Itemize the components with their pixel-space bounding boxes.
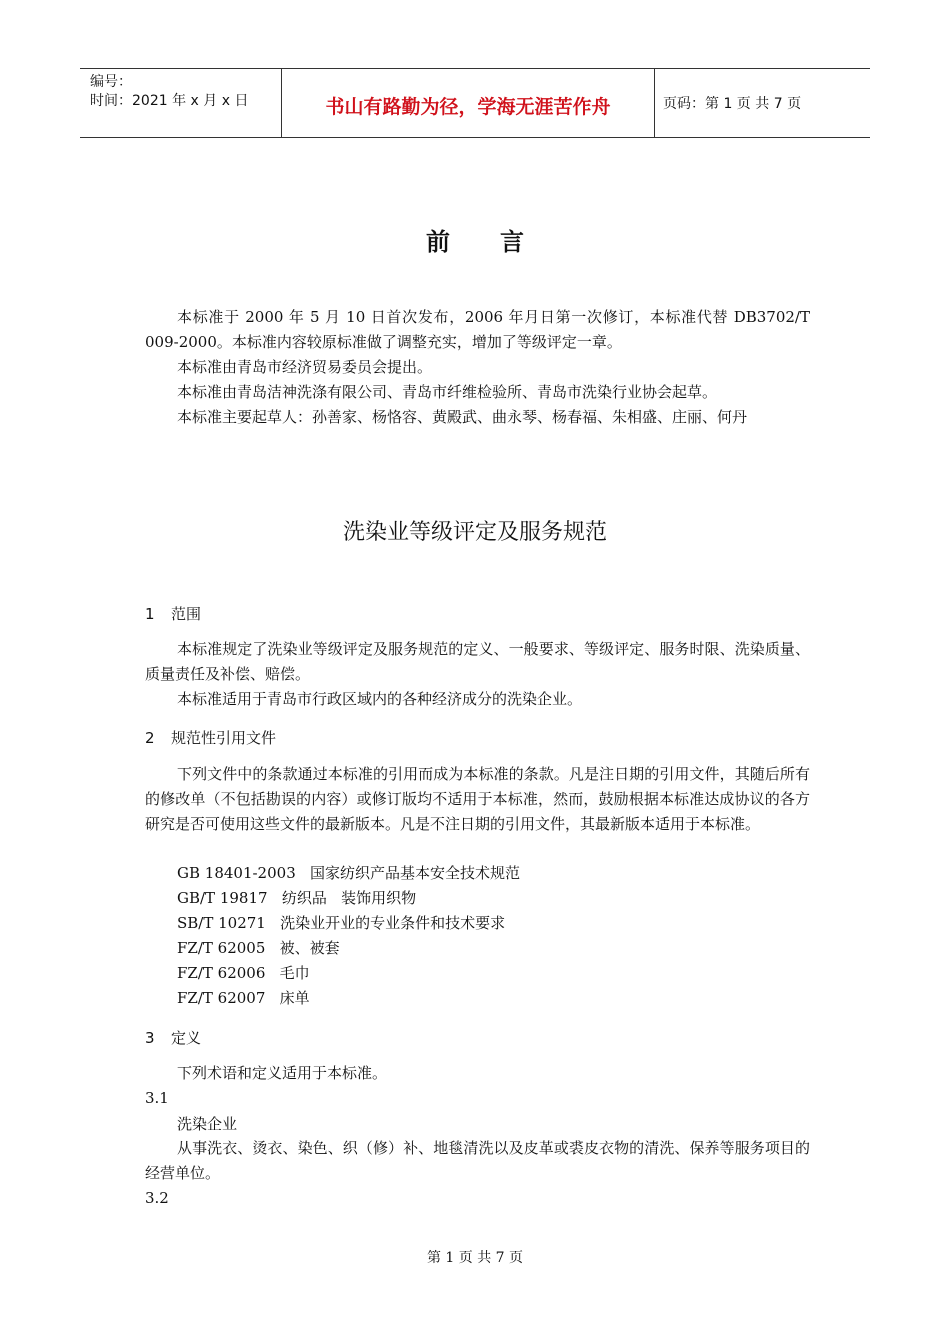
preface-paragraph: 本标准主要起草人：孙善家、杨恪容、黄殿武、曲永琴、杨春福、朱相盛、庄丽、何丹 <box>177 408 748 426</box>
section-number: 2 <box>145 729 155 747</box>
page-header <box>80 68 870 138</box>
reference-item: GB/T 19817 纺织品 装饰用织物 <box>177 889 417 907</box>
section-heading <box>145 1027 201 1048</box>
section-number: 1 <box>145 605 155 623</box>
time-label: 时间：2021 年 x 月 x 日 <box>90 93 249 109</box>
preface-paragraph: 本标准于 2000 年 5 月 10 日首次发布，2006 年月日第一次修订，本标准代替 DB3702/T 009-2000。本标准内容较原标准做了调整充实，增加了等级评定一章。 <box>145 308 810 351</box>
page-footer: 第 1 页 共 7 页 <box>426 1250 524 1266</box>
section-paragraph: 下列文件中的条款通过本标准的引用而成为本标准的条款。凡是注日期的引用文件，其随后所有的修改单（不包括勘误的内容）或修订版均不适用于本标准，然而，鼓励根据本标准达成协议的各方研究是否可使用这些文件的最新版本。凡是不注日期的引用文件，其最新版本适用于本标准。 <box>145 765 810 833</box>
reference-item: GB 18401-2003 国家纺织产品基本安全技术规范 <box>177 864 521 882</box>
preface-paragraph: 本标准由青岛市经济贸易委员会提出。 <box>177 358 433 376</box>
reference-item: FZ/T 62005 被、被套 <box>177 939 340 957</box>
reference-item: SB/T 10271 洗染业开业的专业条件和技术要求 <box>177 914 506 932</box>
clause-number: 3.1 <box>145 1089 169 1107</box>
header-left-cell <box>80 69 282 137</box>
document-title: 洗染业等级评定及服务规范 <box>342 520 607 545</box>
reference-item: FZ/T 62006 毛巾 <box>177 964 310 982</box>
number-label: 编号： <box>90 74 132 90</box>
section-heading <box>145 727 276 748</box>
motto: 书山有路勤为径，学海无涯苦作舟 <box>282 69 655 137</box>
section-paragraph: 本标准规定了洗染业等级评定及服务规范的定义、一般要求、等级评定、服务时限、洗染质量、质量责任及补偿、赔偿。 <box>145 640 810 683</box>
section-paragraph: 本标准适用于青岛市行政区域内的各种经济成分的洗染企业。 <box>177 690 583 708</box>
clause-number: 3.2 <box>145 1189 169 1207</box>
section-title: 范围 <box>171 605 202 623</box>
section-heading <box>145 603 201 624</box>
term-definition: 从事洗衣、烫衣、染色、织（修）补、地毯清洗以及皮革或裘皮衣物的清洗、保养等服务项目的经营单位。 <box>145 1139 810 1182</box>
preface-paragraph: 本标准由青岛洁神洗涤有限公司、青岛市纤维检验所、青岛市洗染行业协会起草。 <box>177 383 718 401</box>
term-name: 洗染企业 <box>177 1115 238 1133</box>
page-info: 页码：第 1 页 共 7 页 <box>663 96 802 112</box>
preface-title: 前言 <box>426 228 574 256</box>
section-title: 定义 <box>171 1029 202 1047</box>
section-title: 规范性引用文件 <box>171 729 277 747</box>
section-paragraph: 下列术语和定义适用于本标准。 <box>177 1064 388 1082</box>
section-number: 3 <box>145 1029 155 1047</box>
reference-item: FZ/T 62007 床单 <box>177 989 310 1007</box>
